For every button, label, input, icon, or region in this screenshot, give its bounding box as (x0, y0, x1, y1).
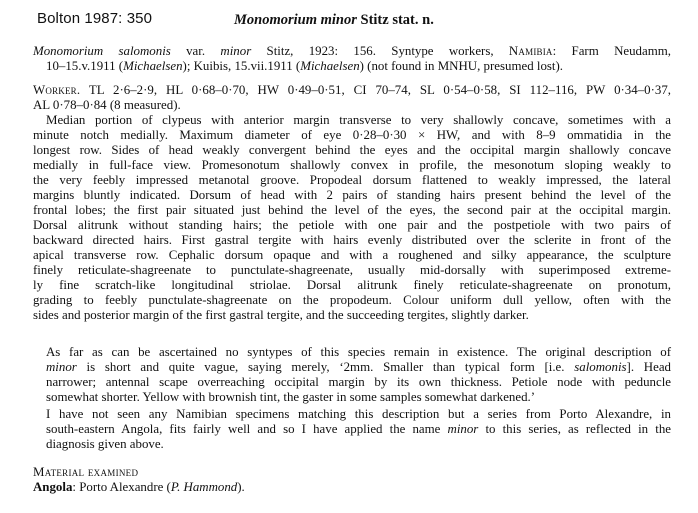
citation-reference: Bolton 1987: 350 (37, 10, 153, 27)
worker-label: Worker (33, 83, 77, 97)
text-span: ). (237, 480, 245, 494)
variety-name: minor (220, 44, 252, 58)
worker-line: longest row. Sides of head weakly convergent behind the eyes and the occipital margin shallowly concave (33, 143, 671, 157)
text-span: Stitz, 1923: 156. Syntype workers, (251, 44, 509, 58)
italic-term: minor (447, 422, 479, 436)
paragraph-line (33, 422, 671, 437)
material-examined-entry (33, 480, 245, 495)
material-examined-heading: Material examined (33, 465, 139, 479)
paragraph-line: diagnosis given above. (46, 437, 164, 451)
worker-line: AL 0·78–0·84 (8 measured). (33, 98, 181, 112)
taxon-status: stat. n. (392, 12, 434, 28)
worker-line: margins bluntly indicated. Dorsum of head with 2 pairs of standing hairs present behind the level of the (33, 188, 671, 202)
worker-line: Dorsal alitrunk without standing hairs; the petiole with one pair and the postpetiole with two pairs of (33, 218, 671, 232)
text-span: 10–15.v.1911 ( (46, 59, 124, 73)
text-span: is short and quite vague, saying merely, ‘2mm. Smaller than typical form [i.e. (76, 360, 575, 374)
synonym-name: Monomorium salomonis (33, 44, 171, 58)
paragraph-line: somewhat shorter. Yellow with brownish tint, the gaster in some samples somewhat darkened.’ (46, 390, 536, 404)
taxon-author: Stitz (360, 12, 389, 28)
taxon-name: Monomorium minor (234, 12, 357, 28)
synonymy-paragraph (33, 44, 671, 74)
paragraph-line: As far as can be ascertained no syntypes of this species remain in existence. The original description of (46, 345, 671, 359)
worker-line (33, 83, 671, 98)
italic-term: minor (46, 360, 77, 374)
text-span: south-eastern Angola, fits fairly well and so I have applied the name (46, 422, 448, 436)
text-span: . TL 2·6–2·9, HL 0·68–0·70, HW 0·49–0·51, CI 70–74, SL 0·54–0·58, SI 112–116, PW 0·34–0·37, (76, 83, 671, 97)
remarks-paragraph (33, 407, 671, 452)
paragraph-line: I have not seen any Namibian specimens matching this description but a series from Porto Alexandre, in (46, 407, 671, 421)
worker-line: grading to feebly punctulate-shagreenate on the propodeum. Colour uniform dull yellow, often with the (33, 293, 671, 307)
text-span: to this series, as reflected in the (478, 422, 671, 436)
taxon-title (234, 12, 434, 29)
collector-name: Michaelsen (300, 59, 360, 73)
material-collector: P. Hammond (170, 480, 238, 494)
worker-line: backward directed hairs. First gastral tergite with hairs evenly distributed over the sclerite in front of the (33, 233, 671, 247)
material-country: Angola (33, 480, 73, 494)
country-name: Namibia (508, 44, 553, 58)
italic-term: salomonis (574, 360, 627, 374)
synonymy-line-1 (33, 44, 671, 59)
worker-line: apical transverse row. Cephalic dorsum opaque and with a roughened and silky appearance, the sculpture (33, 248, 671, 262)
text-span: ); Kuibis, 15.vii.1911 ( (182, 59, 301, 73)
worker-line: medially in full-face view. Promesonotum shallowly convex in profile, the mesonotum sloping weakly to (33, 158, 671, 172)
worker-line: sides and posterior margin of the first gastral tergite, and the succeeding tergites, slightly darker. (33, 308, 529, 322)
synonymy-line-2 (33, 59, 671, 74)
paragraph-line: narrower; antennal scape overreaching occipital margin by its own thickness. Petiole node with peduncle (46, 375, 671, 389)
collector-name: Michaelsen (123, 59, 183, 73)
paragraph-line (33, 360, 671, 375)
worker-line: minute notch medially. Maximum diameter of eye 0·28–0·30 × HW, and with 8–9 ommatidia in the (33, 128, 671, 142)
worker-line: frontal lobes; the first pair situated just behind the level of the eyes, the second pair at the occipital margin. (33, 203, 671, 217)
text-span: var. (170, 44, 221, 58)
syntype-paragraph (33, 345, 671, 405)
text-span: ]. Head (626, 360, 671, 374)
worker-line: the very feebly impressed metanotal groove. Propodeal dorsum flattened to weakly impressed, the lateral (33, 173, 671, 187)
worker-description (33, 83, 671, 323)
worker-line: Median portion of clypeus with anterior margin transverse to very shallowly concave, sometimes with a (46, 113, 671, 127)
text-span: : Porto Alexandre ( (72, 480, 171, 494)
worker-line: finely reticulate-shagreenate to punctulate-shagreenate, usually mid-dorsally with superimposed extreme- (33, 263, 671, 277)
text-span: ) (not found in MNHU, presumed lost). (359, 59, 564, 73)
text-span: : Farm Neudamm, (552, 44, 671, 58)
worker-line: ly fine scratch-like longitudinal striolae. Dorsal alitrunk finely reticulate-shagreenate on pronotum, (33, 278, 671, 292)
